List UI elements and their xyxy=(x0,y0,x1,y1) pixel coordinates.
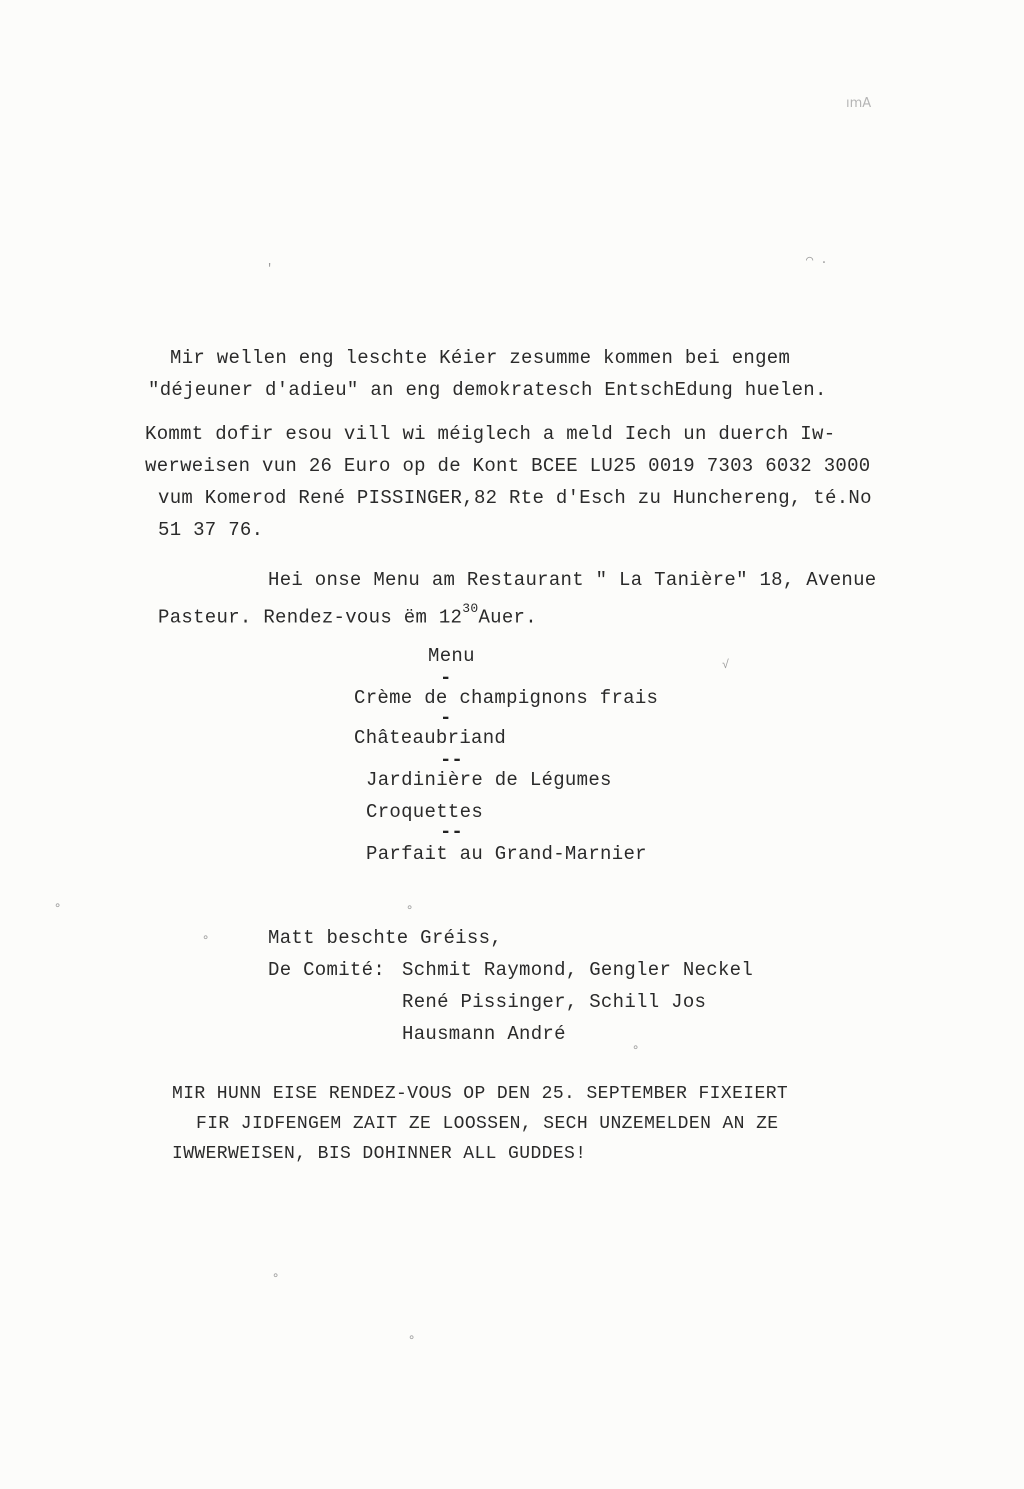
restaurant-line-2-suffix: Auer. xyxy=(478,606,537,629)
scan-speck: ∘ xyxy=(408,1331,416,1345)
menu-item-chateaubriand: Châteaubriand xyxy=(354,727,507,749)
committee-label: De Comité: xyxy=(268,959,386,981)
payment-line-3: vum Komerod René PISSINGER,82 Rte d'Esch zu Hunchereng, té.No xyxy=(158,487,872,509)
menu-item-jardiniere: Jardinière de Légumes xyxy=(366,769,612,791)
scan-speck: ⌒ . xyxy=(806,253,828,267)
restaurant-line-1: Hei onse Menu am Restaurant " La Tanière" 18, Avenue xyxy=(268,569,877,591)
menu-separator: - xyxy=(440,707,452,729)
time-superscript: 30 xyxy=(462,601,479,616)
committee-names-1: Schmit Raymond, Gengler Neckel xyxy=(402,959,754,981)
intro-line-1: Mir wellen eng leschte Kéier zesumme kommen bei engem xyxy=(170,347,791,369)
menu-separator: -- xyxy=(440,821,463,843)
menu-title: Menu xyxy=(428,645,475,667)
scan-speck: ∘ xyxy=(272,1269,280,1283)
restaurant-line-2 xyxy=(158,600,537,629)
scan-speck: √ xyxy=(722,658,730,672)
restaurant-line-2-text: Pasteur. Rendez-vous ëm 12 xyxy=(158,606,463,629)
scan-speck: ' xyxy=(266,262,274,276)
payment-line-4: 51 37 76. xyxy=(158,519,264,541)
margin-mark: ımA xyxy=(846,96,872,111)
intro-line-2: "déjeuner d'adieu" an eng demokratesch EntschEdung huelen. xyxy=(148,379,827,401)
scan-speck: ∘ xyxy=(54,899,62,913)
menu-separator: - xyxy=(440,667,452,689)
menu-item-parfait: Parfait au Grand-Marnier xyxy=(366,843,647,865)
notice-line-2: FIR JIDFENGEM ZAIT ZE LOOSSEN, SECH UNZEMELDEN AN ZE xyxy=(196,1114,779,1134)
menu-item-croquettes: Croquettes xyxy=(366,801,484,823)
payment-line-1: Kommt dofir esou vill wi méiglech a meld Iech un duerch Iw- xyxy=(145,423,836,445)
notice-line-3: IWWERWEISEN, BIS DOHINNER ALL GUDDES! xyxy=(172,1144,587,1164)
payment-line-2: werweisen vun 26 Euro op de Kont BCEE LU25 0019 7303 6032 3000 xyxy=(145,455,871,477)
committee-names-2: René Pissinger, Schill Jos xyxy=(402,991,707,1013)
menu-item-creme: Crème de champignons frais xyxy=(354,687,659,709)
menu-separator: -- xyxy=(440,749,463,771)
notice-line-1: MIR HUNN EISE RENDEZ-VOUS OP DEN 25. SEPTEMBER FIXEIERT xyxy=(172,1084,789,1104)
committee-names-3: Hausmann André xyxy=(402,1023,566,1045)
scan-speck: ∘ xyxy=(202,931,210,945)
scan-speck: ∘ xyxy=(406,901,414,915)
scan-speck: ∘ xyxy=(632,1041,640,1055)
closing-greeting: Matt beschte Gréiss, xyxy=(268,927,503,949)
